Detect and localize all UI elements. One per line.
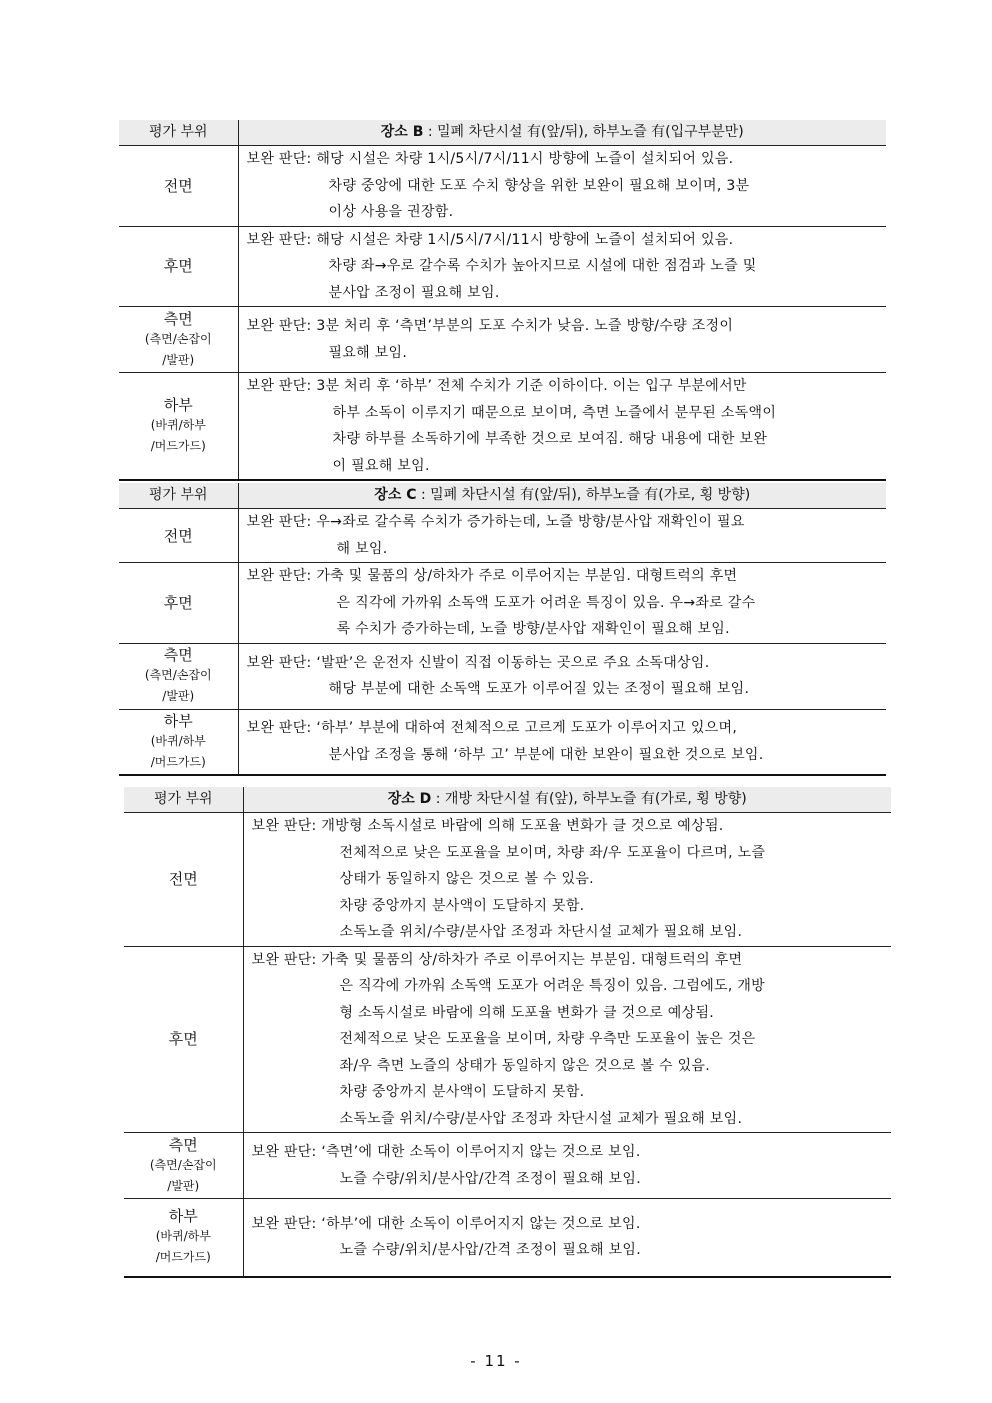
judgement-line	[252, 893, 882, 920]
header-place	[243, 787, 891, 813]
eval-part-name: 후면	[163, 593, 193, 612]
judgement-line	[247, 146, 877, 173]
judgement-line	[252, 919, 882, 946]
judgement-line	[252, 840, 882, 867]
judgement-cell	[243, 946, 891, 1133]
judgement-text: 전체적으로 낮은 도포율을 보이며, 차량 우측만 도포율이 높은 것은	[339, 1031, 756, 1047]
judgement-line	[247, 199, 877, 226]
judgement-text: 록 수치가 증가하는데, 노즐 방향/분사압 재확인이 필요해 보임.	[336, 621, 730, 637]
eval-part-detail: (바퀴/하부	[150, 418, 206, 432]
judgement-line	[252, 1079, 882, 1106]
judgement-label: 보완 판단:	[251, 1215, 317, 1232]
judgement-line	[252, 973, 882, 1000]
eval-part-name: 전면	[163, 176, 193, 195]
eval-part-cell	[119, 709, 238, 775]
eval-part-detail: /발판)	[162, 352, 195, 367]
judgement-cell	[238, 709, 886, 775]
evaluation-table-place-d	[124, 787, 891, 1278]
judgement-cell	[238, 509, 886, 563]
eval-part-detail: (측면/손잡이	[149, 1157, 217, 1172]
judgement-cell	[238, 643, 886, 709]
eval-part-name: 측면	[168, 1135, 198, 1154]
place-label: 장소 D	[387, 791, 432, 807]
judgement-text: 우→좌로 갈수록 수치가 증가하는데, 노즐 방향/분사압 재확인이 필요	[316, 514, 745, 530]
judgement-text: 소독노즐 위치/수량/분사압 조정과 차단시설 교체가 필요해 보임.	[339, 924, 743, 940]
judgement-text: ‘하부’ 부분에 대하여 전체적으로 고르게 도포가 이루어지고 있으며,	[316, 720, 738, 737]
header-place	[238, 120, 886, 146]
eval-part-name: 전면	[168, 870, 198, 889]
eval-part-cell	[119, 146, 238, 227]
judgement-text: 이상 사용을 권장함.	[328, 204, 454, 220]
judgement-line	[252, 1106, 882, 1133]
table-row	[124, 946, 891, 1133]
judgement-text: 은 직각에 가까워 소독액 도포가 어려운 특징이 있음. 우→좌로 갈수	[336, 594, 756, 611]
judgement-line	[252, 866, 882, 893]
place-description: : 밀폐 차단시설 有(앞/뒤), 하부노즐 有(가로, 횡 방향)	[416, 487, 751, 503]
eval-part-detail: (바퀴/하부	[155, 1229, 211, 1244]
judgement-line	[247, 742, 877, 769]
judgement-text: 좌/우 측면 노즐의 상태가 동일하지 않은 것으로 볼 수 있음.	[339, 1057, 710, 1074]
judgement-text: ‘하부’에 대한 소독이 이루어지지 않는 것으로 보임.	[321, 1215, 641, 1232]
judgement-line	[247, 676, 877, 703]
judgement-text: ‘발판’은 운전자 신발이 직접 이동하는 곳으로 주요 소독대상임.	[316, 654, 710, 671]
judgement-text: 형 소독시설로 바람에 의해 도포율 변화가 클 것으로 예상됨.	[339, 1004, 715, 1021]
place-label: 장소 C	[374, 487, 417, 503]
judgement-cell	[238, 373, 886, 481]
eval-part-detail: /발판)	[162, 689, 195, 703]
judgement-text: 상태가 동일하지 않은 것으로 볼 수 있음.	[339, 871, 594, 887]
judgement-line	[247, 453, 877, 480]
judgement-text: 개방형 소독시설로 바람에 의해 도포율 변화가 클 것으로 예상됨.	[321, 818, 724, 834]
header-eval-part: 평가 부위	[124, 787, 243, 813]
judgement-line	[247, 313, 877, 340]
eval-part-name: 하부	[163, 711, 193, 730]
judgement-line	[247, 536, 877, 563]
judgement-cell	[238, 226, 886, 307]
eval-part-cell	[119, 643, 238, 709]
table-row	[119, 307, 886, 373]
table-row	[124, 1133, 891, 1199]
header-eval-part: 평가 부위	[119, 120, 238, 146]
table-header-row	[119, 483, 886, 509]
judgement-text: 이 필요해 보임.	[332, 457, 430, 474]
place-description: : 밀폐 차단시설 有(앞/뒤), 하부노즐 有(입구부분만)	[423, 124, 744, 140]
judgement-line	[247, 400, 877, 427]
judgement-line	[252, 1211, 882, 1238]
evaluation-table-place-c	[119, 483, 886, 776]
judgement-text: ‘측면’에 대한 소독이 이루어지지 않는 것으로 보임.	[321, 1144, 641, 1160]
judgement-text: 차량 중앙에 대한 도포 수치 향상을 위한 보완이 필요해 보이며, 3분	[328, 177, 750, 194]
judgement-line	[247, 715, 877, 742]
eval-part-detail: (측면/손잡이	[144, 668, 212, 682]
eval-part-cell	[119, 307, 238, 373]
judgement-label: 보완 판단:	[251, 951, 317, 968]
judgement-text: 3분 처리 후 ‘측면’부분의 도포 수치가 낮음. 노즐 방향/수량 조정이	[316, 318, 734, 334]
table-row	[119, 563, 886, 644]
judgement-text: 소독노즐 위치/수량/분사압 조정과 차단시설 교체가 필요해 보임.	[339, 1110, 743, 1127]
judgement-line	[252, 1237, 882, 1264]
table-row	[119, 509, 886, 563]
place-label: 장소 B	[380, 124, 424, 140]
judgement-text: 해당 부분에 대한 소독액 도포가 이루어질 있는 조정이 필요해 보임.	[328, 681, 750, 697]
header-place	[238, 483, 886, 509]
eval-part-cell	[124, 1133, 243, 1199]
judgement-line	[247, 280, 877, 307]
judgement-label: 보완 판단:	[246, 318, 312, 334]
judgement-label: 보완 판단:	[246, 151, 312, 167]
judgement-cell	[238, 146, 886, 227]
judgement-text: 필요해 보임.	[328, 344, 408, 361]
judgement-label: 보완 판단:	[246, 568, 312, 584]
judgement-line	[247, 650, 877, 677]
eval-part-name: 측면	[163, 646, 193, 664]
judgement-text: 차량 하부를 소독하기에 부족한 것으로 보여짐. 해당 내용에 대한 보완	[332, 431, 768, 447]
judgement-text: 가축 및 물품의 상/하차가 주로 이루어지는 부분임. 대형트럭의 후면	[321, 951, 743, 968]
eval-part-detail: /발판)	[167, 1178, 200, 1193]
judgement-text: 차량 중앙까지 분사액이 도달하지 못함.	[339, 897, 585, 914]
table-row	[119, 709, 886, 775]
eval-part-name: 후면	[163, 257, 193, 276]
table-header-row	[124, 787, 891, 813]
judgement-cell	[238, 307, 886, 373]
eval-part-cell	[119, 226, 238, 307]
judgement-text: 해당 시설은 차량 1시/5시/7시/11시 방향에 노즐이 설치되어 있음.	[316, 151, 734, 167]
judgement-line	[247, 426, 877, 453]
judgement-text: 분사압 조정을 통해 ‘하부 고’ 부분에 대한 보완이 필요한 것으로 보임.	[328, 746, 764, 763]
table-header-row	[119, 120, 886, 146]
judgement-line	[247, 509, 877, 536]
judgement-label: 보완 판단:	[246, 231, 312, 248]
judgement-cell	[238, 563, 886, 644]
judgement-line	[252, 1166, 882, 1193]
judgement-cell	[243, 1133, 891, 1199]
judgement-text: 노즐 수량/위치/분사압/간격 조정이 필요해 보임.	[339, 1170, 641, 1187]
judgement-text: 해당 시설은 차량 1시/5시/7시/11시 방향에 노즐이 설치되어 있음.	[316, 231, 734, 248]
eval-part-detail: /머드가드)	[150, 754, 206, 769]
eval-part-name: 측면	[163, 309, 193, 328]
judgement-text: 3분 처리 후 ‘하부’ 전체 수치가 기준 이하이다. 이는 입구 부분에서만	[316, 378, 747, 394]
judgement-label: 보완 판단:	[251, 1144, 317, 1160]
eval-part-detail: /머드가드)	[150, 439, 206, 453]
judgement-line	[247, 590, 877, 617]
table-row	[119, 373, 886, 481]
judgement-label: 보완 판단:	[246, 514, 312, 530]
table-row	[124, 1199, 891, 1277]
eval-part-detail: (바퀴/하부	[150, 733, 206, 748]
eval-part-name: 전면	[163, 526, 193, 545]
table-row	[119, 146, 886, 227]
judgement-text: 가축 및 물품의 상/하차가 주로 이루어지는 부분임. 대형트럭의 후면	[316, 568, 738, 584]
judgement-text: 노즐 수량/위치/분사압/간격 조정이 필요해 보임.	[339, 1242, 641, 1259]
eval-part-cell	[124, 1199, 243, 1277]
eval-part-name: 후면	[168, 1030, 198, 1049]
judgement-text: 해 보임.	[336, 540, 388, 557]
judgement-text: 전체적으로 낮은 도포율을 보이며, 차량 좌/우 도포율이 다르며, 노즐	[339, 844, 766, 861]
eval-part-cell	[124, 813, 243, 947]
judgement-label: 보완 판단:	[246, 720, 312, 737]
judgement-cell	[243, 813, 891, 947]
judgement-label: 보완 판단:	[246, 654, 312, 671]
eval-part-cell	[119, 373, 238, 481]
judgement-line	[252, 1139, 882, 1166]
table-row	[119, 226, 886, 307]
judgement-text: 분사압 조정이 필요해 보임.	[328, 284, 500, 301]
judgement-cell	[243, 1199, 891, 1277]
table-row	[124, 813, 891, 947]
page-number: - 11 -	[470, 1352, 522, 1370]
judgement-line	[247, 616, 877, 643]
judgement-label: 보완 판단:	[246, 378, 312, 394]
eval-part-cell	[119, 563, 238, 644]
eval-part-name: 하부	[163, 396, 193, 414]
judgement-line	[252, 1000, 882, 1027]
judgement-text: 은 직각에 가까워 소독액 도포가 어려운 특징이 있음. 그럼에도, 개방	[339, 978, 765, 994]
header-eval-part: 평가 부위	[119, 483, 238, 509]
judgement-line	[252, 813, 882, 840]
judgement-line	[247, 340, 877, 367]
judgement-line	[247, 173, 877, 200]
judgement-line	[252, 1053, 882, 1080]
judgement-text: 차량 좌→우로 갈수록 수치가 높아지므로 시설에 대한 점검과 노즐 및	[328, 258, 757, 274]
judgement-line	[252, 1026, 882, 1053]
judgement-line	[247, 373, 877, 400]
judgement-line	[252, 947, 882, 974]
judgement-line	[247, 227, 877, 254]
eval-part-detail: (측면/손잡이	[144, 331, 212, 346]
judgement-text: 하부 소독이 이루지기 때문으로 보이며, 측면 노즐에서 분무된 소독액이	[332, 404, 777, 421]
judgement-line	[247, 563, 877, 590]
eval-part-name: 하부	[168, 1207, 198, 1226]
judgement-text: 차량 중앙까지 분사액이 도달하지 못함.	[339, 1084, 585, 1100]
eval-part-detail: /머드가드)	[155, 1250, 211, 1265]
judgement-label: 보완 판단:	[251, 818, 317, 834]
place-description: : 개방 차단시설 有(앞), 하부노즐 有(가로, 횡 방향)	[431, 791, 747, 807]
evaluation-table-place-b	[119, 120, 886, 481]
judgement-line	[247, 253, 877, 280]
eval-part-cell	[124, 946, 243, 1133]
eval-part-cell	[119, 509, 238, 563]
table-row	[119, 643, 886, 709]
